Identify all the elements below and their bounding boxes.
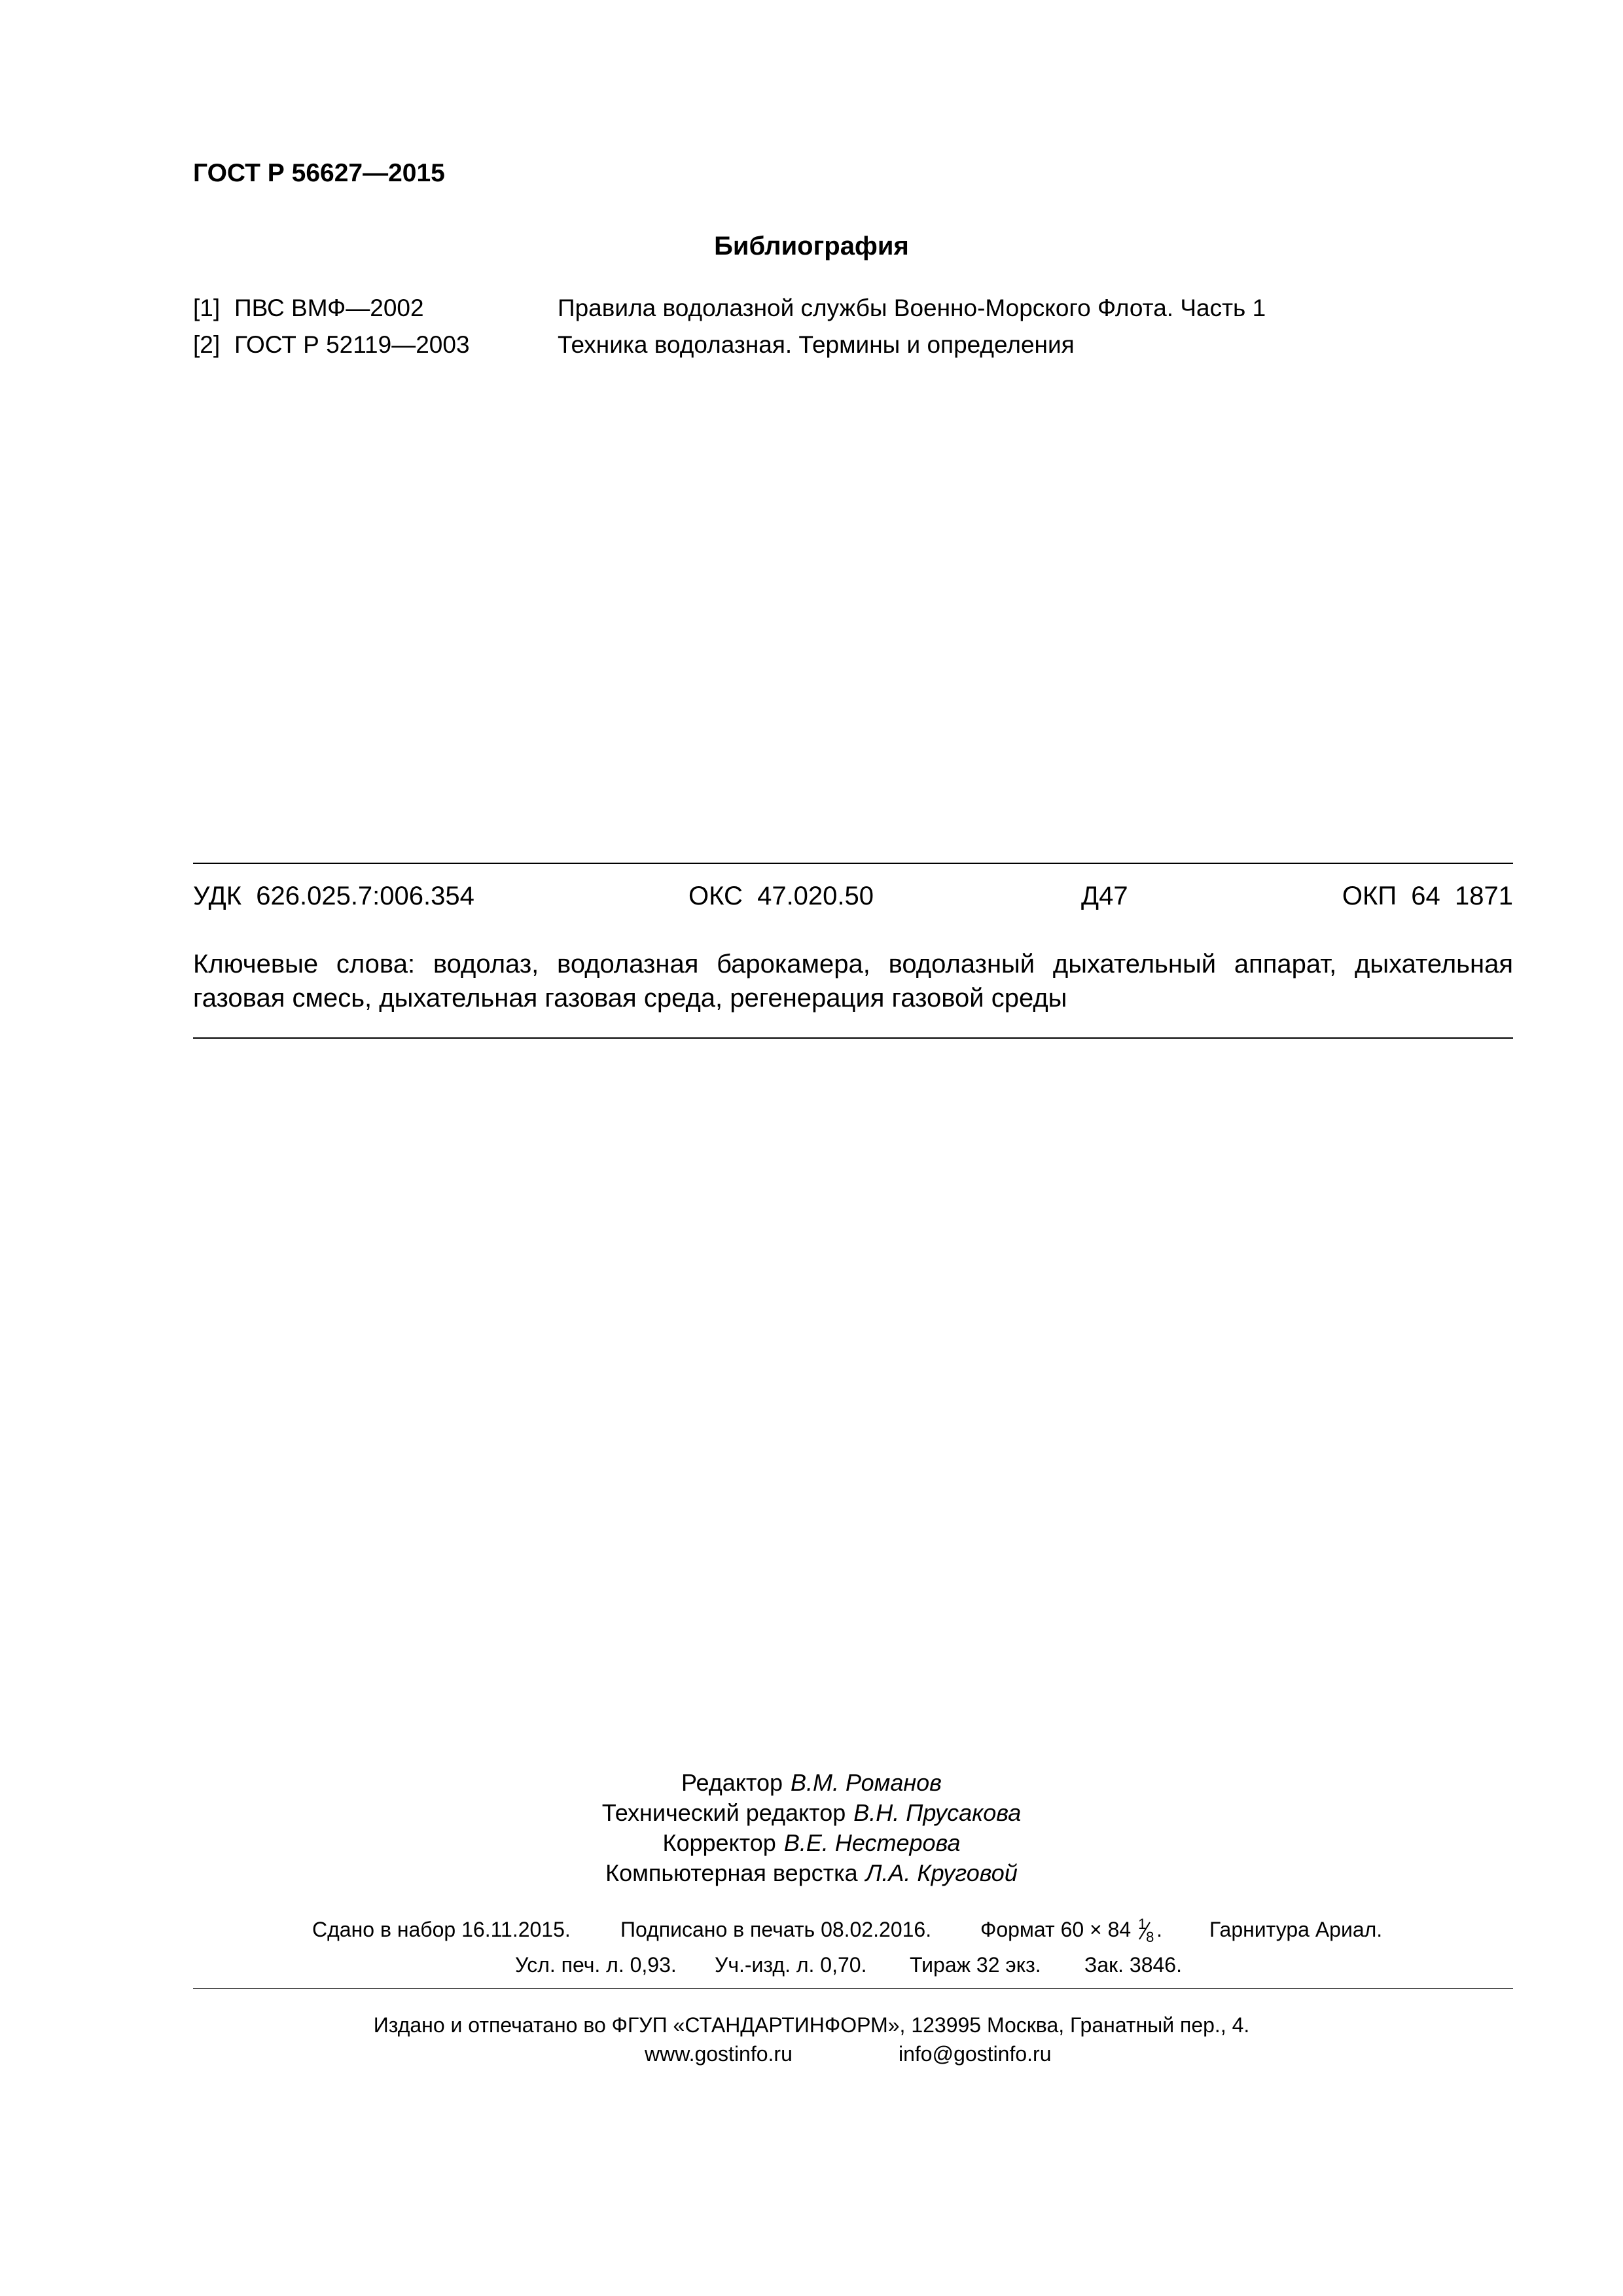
divider-top bbox=[193, 863, 1513, 864]
keywords: Ключевые слова: водолаз, водолазная барокамера, водолазный дыхательный аппарат, дыхательная газовая смесь, дыхательная газовая среда, регенерация газовой среды bbox=[193, 950, 1513, 1013]
publisher-info: Издано и отпечатано во ФГУП «СТАНДАРТИНФОРМ», 123995 Москва, Гранатный пер., 4. bbox=[373, 2013, 1250, 2037]
bibliography-title: Библиография bbox=[714, 232, 909, 260]
bibliography-item-text: Техника водолазная. Термины и определения bbox=[558, 331, 1075, 358]
imprint-circulation: Тираж 32 экз. bbox=[910, 1953, 1041, 1977]
bibliography-item-text: Правила водолазной службы Военно-Морского Флота. Часть 1 bbox=[558, 295, 1266, 321]
imprint-line-1 bbox=[0, 1915, 1623, 1946]
bibliography-item bbox=[0, 331, 1623, 364]
bibliography-item-number: [1] bbox=[193, 295, 221, 321]
credit-person: В.Е. Нестерова bbox=[783, 1829, 961, 1856]
credit-person: В.Н. Прусакова bbox=[853, 1799, 1022, 1826]
d-code: Д47 bbox=[1081, 882, 1128, 910]
bibliography-item-code: ПВС ВМФ—2002 bbox=[234, 295, 424, 321]
classification-row bbox=[0, 882, 1623, 916]
imprint-edu-sheets: Уч.-изд. л. 0,70. bbox=[715, 1953, 867, 1977]
imprint-sent: Сдано в набор 16.11.2015. bbox=[312, 1918, 571, 1941]
publisher-contacts bbox=[0, 2042, 1623, 2071]
imprint-line-2 bbox=[0, 1953, 1623, 1982]
bibliography-item-code: ГОСТ Р 52119—2003 bbox=[234, 331, 470, 358]
publisher-website-link[interactable]: www.gostinfo.ru bbox=[645, 2042, 793, 2066]
udk-code: УДК 626.025.7:006.354 bbox=[193, 882, 474, 910]
bibliography-item-number: [2] bbox=[193, 331, 221, 358]
format-fraction bbox=[1137, 1915, 1156, 1945]
imprint-format bbox=[980, 1915, 1162, 1945]
fraction-denominator: 8 bbox=[1146, 1928, 1154, 1945]
credit-editor bbox=[0, 1768, 1623, 1798]
imprint-font: Гарнитура Ариал. bbox=[1209, 1918, 1383, 1941]
imprint-order: Зак. 3846. bbox=[1084, 1953, 1182, 1977]
credits bbox=[0, 1768, 1623, 1888]
credit-person: В.М. Романов bbox=[791, 1769, 942, 1796]
oks-code: ОКС 47.020.50 bbox=[688, 882, 874, 910]
credit-role: Компьютерная верстка bbox=[605, 1859, 858, 1886]
credit-person: Л.А. Круговой bbox=[865, 1859, 1018, 1886]
credit-role: Корректор bbox=[662, 1829, 776, 1856]
imprint-signed: Подписано в печать 08.02.2016. bbox=[620, 1918, 932, 1941]
credit-role: Редактор bbox=[681, 1769, 783, 1796]
format-prefix: Формат 60 × 84 bbox=[980, 1918, 1132, 1941]
divider-keywords bbox=[193, 1037, 1513, 1039]
publisher-email-link[interactable]: info@gostinfo.ru bbox=[899, 2042, 1052, 2066]
divider-imprint bbox=[193, 1988, 1513, 1989]
credit-role: Технический редактор bbox=[601, 1799, 846, 1826]
okp-code: ОКП 64 1871 bbox=[1342, 882, 1513, 910]
credit-tech-editor bbox=[0, 1798, 1623, 1828]
format-suffix: . bbox=[1156, 1918, 1162, 1941]
fraction-numerator: 1 bbox=[1138, 1915, 1147, 1932]
credit-proofreader bbox=[0, 1828, 1623, 1858]
bibliography-item bbox=[0, 295, 1623, 327]
document-code: ГОСТ Р 56627—2015 bbox=[193, 159, 445, 187]
imprint-print-sheets: Усл. печ. л. 0,93. bbox=[515, 1953, 677, 1977]
credit-layout bbox=[0, 1858, 1623, 1888]
